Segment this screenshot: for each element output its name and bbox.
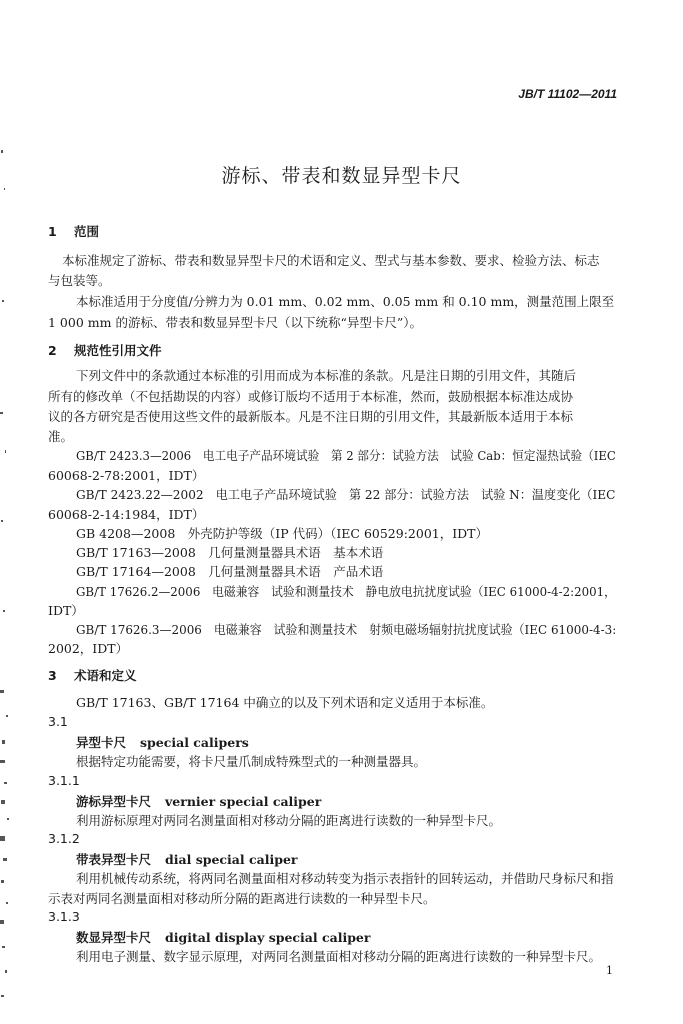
section-number: 2: [48, 343, 57, 358]
section-3-heading: [48, 666, 137, 684]
reference-entry-cont: 60068-2-78:2001，IDT）: [48, 468, 205, 483]
term-cn: 游标异型卡尺: [76, 794, 152, 809]
term-en: dial special caliper: [165, 852, 298, 867]
section-number: 3: [48, 668, 57, 683]
term-definition: 利用电子测量、数字显示原理，对两同名测量面相对移动分隔的距离进行读数的一种异型卡尺。: [76, 949, 602, 964]
section-2-heading: [48, 341, 162, 359]
paragraph-line: 本标准适用于分度值/分辨力为 0.01 mm、0.02 mm、0.05 mm 和 0.10 mm，测量范围上限至: [76, 294, 615, 309]
section-title: 规范性引用文件: [74, 343, 162, 358]
reference-entry-cont: IDT）: [48, 603, 84, 618]
section-title: 术语和定义: [74, 668, 137, 683]
scan-edge-noise: [0, 0, 14, 1024]
reference-entry: GB/T 17626.2—2006 电磁兼容 试验和测量技术 静电放电抗扰度试验（IEC 61000-4-2:2001，: [76, 584, 616, 599]
reference-entry: GB/T 2423.3—2006 电工电子产品环境试验 第 2 部分：试验方法 试验 Cab：恒定湿热试验（IEC: [76, 448, 616, 463]
paragraph-line: 议的各方研究是否使用这些文件的最新版本。凡是不注日期的引用文件，其最新版本适用于本标: [48, 409, 574, 424]
standard-number: JB/T 11102—2011: [518, 87, 617, 101]
paragraph-line: 准。: [48, 429, 74, 444]
term-cn: 带表异型卡尺: [76, 852, 152, 867]
section-1-heading: [48, 222, 99, 240]
paragraph-line: 1 000 mm 的游标、带表和数显异型卡尺（以下统称“异型卡尺”）。: [48, 315, 422, 330]
paragraph-line: 下列文件中的条款通过本标准的引用而成为本标准的条款。凡是注日期的引用文件，其随后: [76, 368, 577, 383]
reference-entry-cont: 60068-2-14:1984，IDT）: [48, 507, 205, 522]
term-heading: [76, 733, 249, 751]
paragraph-line: 与包装等。: [48, 273, 111, 288]
term-heading: [76, 928, 370, 946]
term-en: special calipers: [140, 735, 249, 750]
term-cn: 数显异型卡尺: [76, 930, 152, 945]
term-definition: 利用游标原理对两同名测量面相对移动分隔的距离进行读数的一种异型卡尺。: [76, 813, 502, 828]
term-number: 3.1.2: [48, 831, 80, 846]
term-heading: [76, 792, 321, 810]
term-cn: 异型卡尺: [76, 735, 127, 750]
paragraph-line: 本标准规定了游标、带表和数显异型卡尺的术语和定义、型式与基本参数、要求、检验方法、标志: [62, 253, 600, 268]
section-number: 1: [48, 224, 57, 239]
paragraph-line: 所有的修改单（不包括勘误的内容）或修订版均不适用于本标准，然而，鼓励根据本标准达成协: [48, 389, 574, 404]
reference-entry: GB/T 17163—2008 几何量测量器具术语 基本术语: [76, 545, 384, 560]
term-definition: 利用机械传动系统，将两同名测量面相对移动转变为指示表指针的回转运动，并借助尺身标尺和指: [76, 871, 614, 886]
term-number: 3.1.1: [48, 773, 80, 788]
reference-entry: GB/T 17164—2008 几何量测量器具术语 产品术语: [76, 564, 384, 579]
term-definition-cont: 示表对两同名测量面相对移动所分隔的距离进行读数的一种异型卡尺。: [48, 891, 436, 906]
term-en: vernier special caliper: [165, 794, 322, 809]
reference-entry: GB 4208—2008 外壳防护等级（IP 代码）（IEC 60529:2001，IDT）: [76, 526, 489, 541]
reference-entry: GB/T 2423.22—2002 电工电子产品环境试验 第 22 部分：试验方法 试验 N：温度变化（IEC: [76, 487, 616, 502]
term-number: 3.1: [48, 714, 68, 729]
paragraph-line: GB/T 17163、GB/T 17164 中确立的以及下列术语和定义适用于本标准。: [76, 695, 494, 710]
reference-entry: GB/T 17626.3—2006 电磁兼容 试验和测量技术 射频电磁场辐射抗扰度试验（IEC 61000-4-3:: [76, 622, 617, 637]
document-title: 游标、带表和数显异型卡尺: [221, 165, 462, 187]
section-title: 范围: [74, 224, 100, 239]
term-number: 3.1.3: [48, 909, 80, 924]
page-number: 1: [606, 964, 613, 977]
term-en: digital display special caliper: [165, 930, 371, 945]
term-definition: 根据特定功能需要，将卡尺量爪制成特殊型式的一种测量器具。: [76, 754, 427, 769]
term-heading: [76, 850, 297, 868]
reference-entry-cont: 2002，IDT）: [48, 641, 129, 656]
